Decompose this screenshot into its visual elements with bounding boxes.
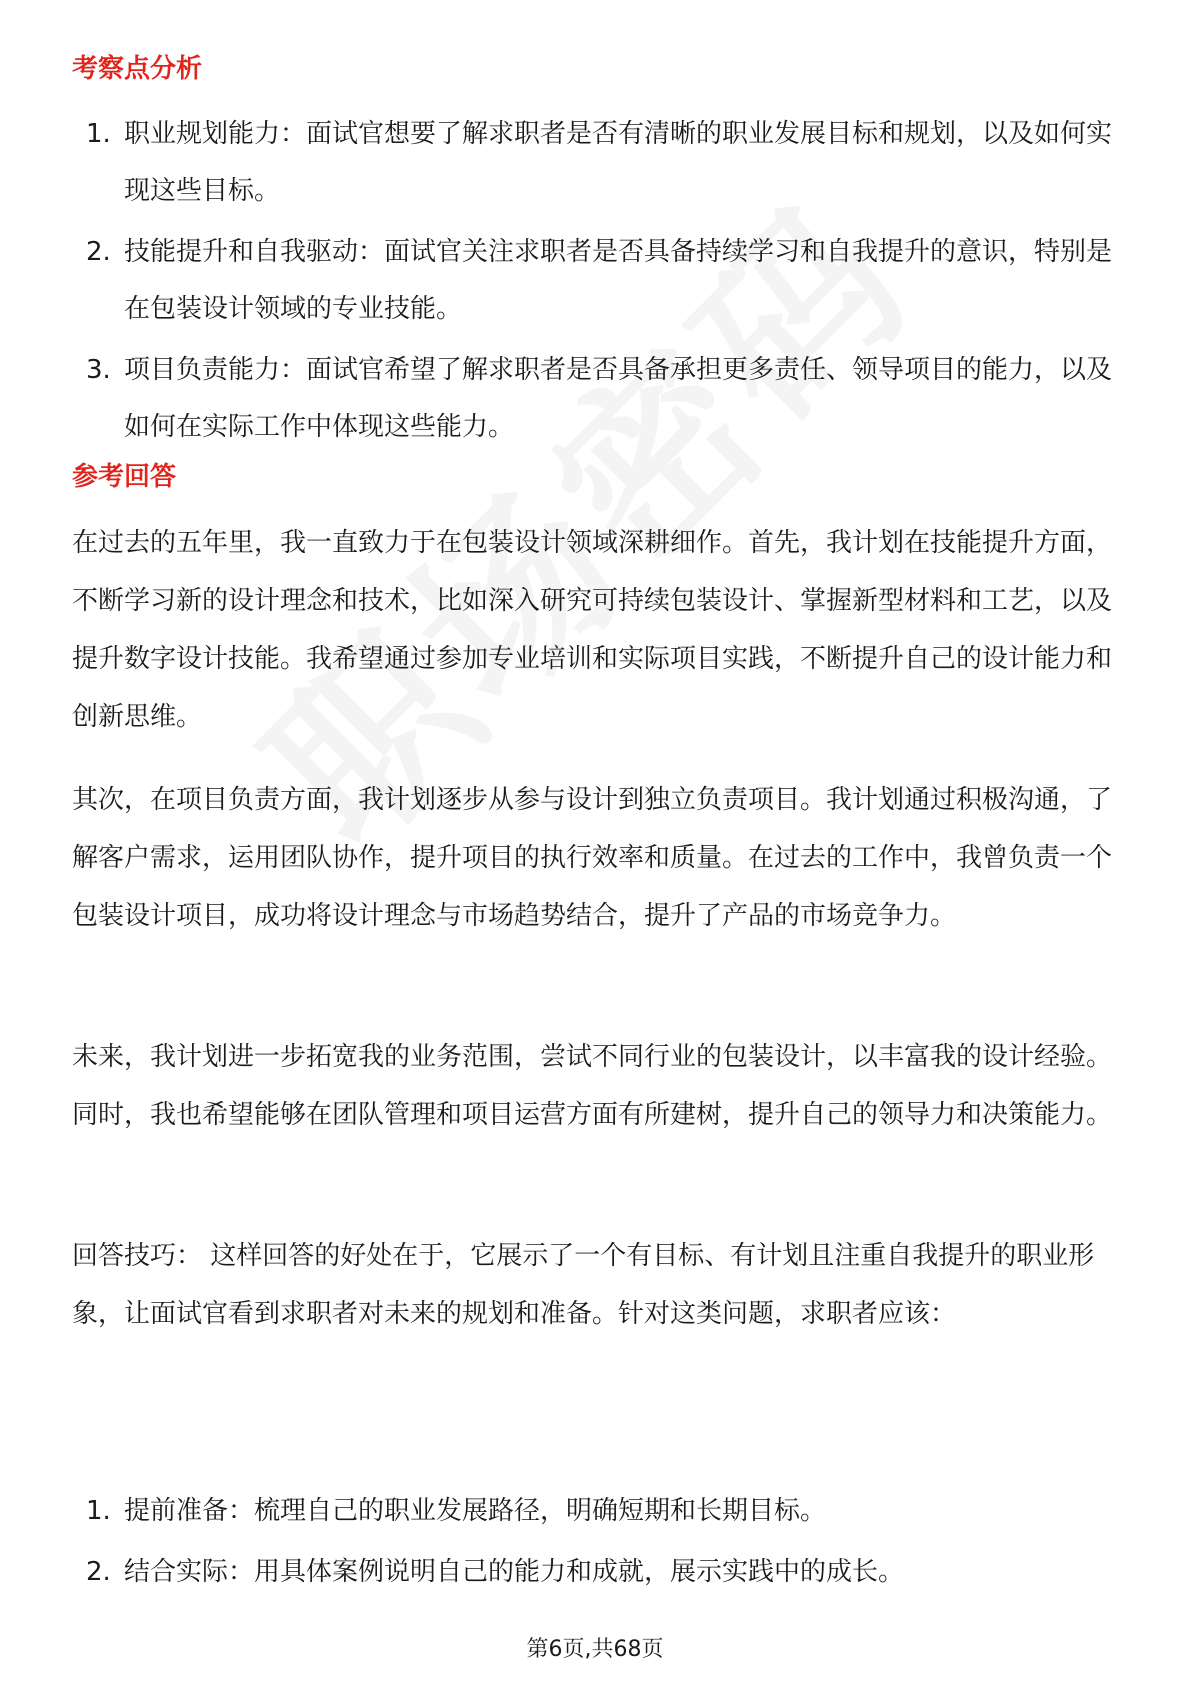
analysis-list <box>72 106 1132 460</box>
list-item <box>72 342 1132 456</box>
answer-paragraph: 在过去的五年里，我一直致力于在包装设计领域深耕细作。首先，我计划在技能提升方面，不断学习新的设计理念和技术，比如深入研究可持续包装设计、掌握新型材料和工艺，以及提升数字设计技能。我希望通过参加专业培训和实际项目实践，不断提升自己的设计能力和创新思维。 <box>72 528 1113 732</box>
list-item <box>72 1544 1132 1601</box>
page-number: 第6页,共68页 <box>526 1637 664 1662</box>
answer-heading: 参考回答 <box>72 462 177 492</box>
list-item-number: 1. <box>86 1496 111 1526</box>
list-item <box>72 1483 1132 1540</box>
list-item-number: 3. <box>86 355 111 385</box>
list-item-text: 提前准备：梳理自己的职业发展路径，明确短期和长期目标。 <box>124 1496 827 1526</box>
tips-list <box>72 1483 1132 1605</box>
list-item <box>72 224 1132 338</box>
list-item-text: 技能提升和自我驱动：面试官关注求职者是否具备持续学习和自我提升的意识，特别是在包装设计领域的专业技能。 <box>124 237 1113 324</box>
analysis-heading: 考察点分析 <box>72 54 203 84</box>
list-item-number: 2. <box>86 1557 111 1587</box>
list-item <box>72 106 1132 220</box>
list-item-number: 1. <box>86 119 111 149</box>
list-item-text: 职业规划能力：面试官想要了解求职者是否有清晰的职业发展目标和规划，以及如何实现这些目标。 <box>124 119 1113 206</box>
list-item-text: 项目负责能力：面试官希望了解求职者是否具备承担更多责任、领导项目的能力，以及如何在实际工作中体现这些能力。 <box>124 355 1113 442</box>
answer-tips-paragraph: 回答技巧： 这样回答的好处在于，它展示了一个有目标、有计划且注重自我提升的职业形象，让面试官看到求职者对未来的规划和准备。针对这类问题，求职者应该： <box>72 1241 1095 1329</box>
list-item-text: 结合实际：用具体案例说明自己的能力和成就，展示实践中的成长。 <box>124 1557 905 1587</box>
answer-paragraph: 其次，在项目负责方面，我计划逐步从参与设计到独立负责项目。我计划通过积极沟通，了解客户需求，运用团队协作，提升项目的执行效率和质量。在过去的工作中，我曾负责一个包装设计项目，成功将设计理念与市场趋势结合，提升了产品的市场竞争力。 <box>72 785 1113 931</box>
answer-paragraph: 未来，我计划进一步拓宽我的业务范围，尝试不同行业的包装设计，以丰富我的设计经验。同时，我也希望能够在团队管理和项目运营方面有所建树，提升自己的领导力和决策能力。 <box>72 1042 1113 1130</box>
list-item-number: 2. <box>86 237 111 267</box>
